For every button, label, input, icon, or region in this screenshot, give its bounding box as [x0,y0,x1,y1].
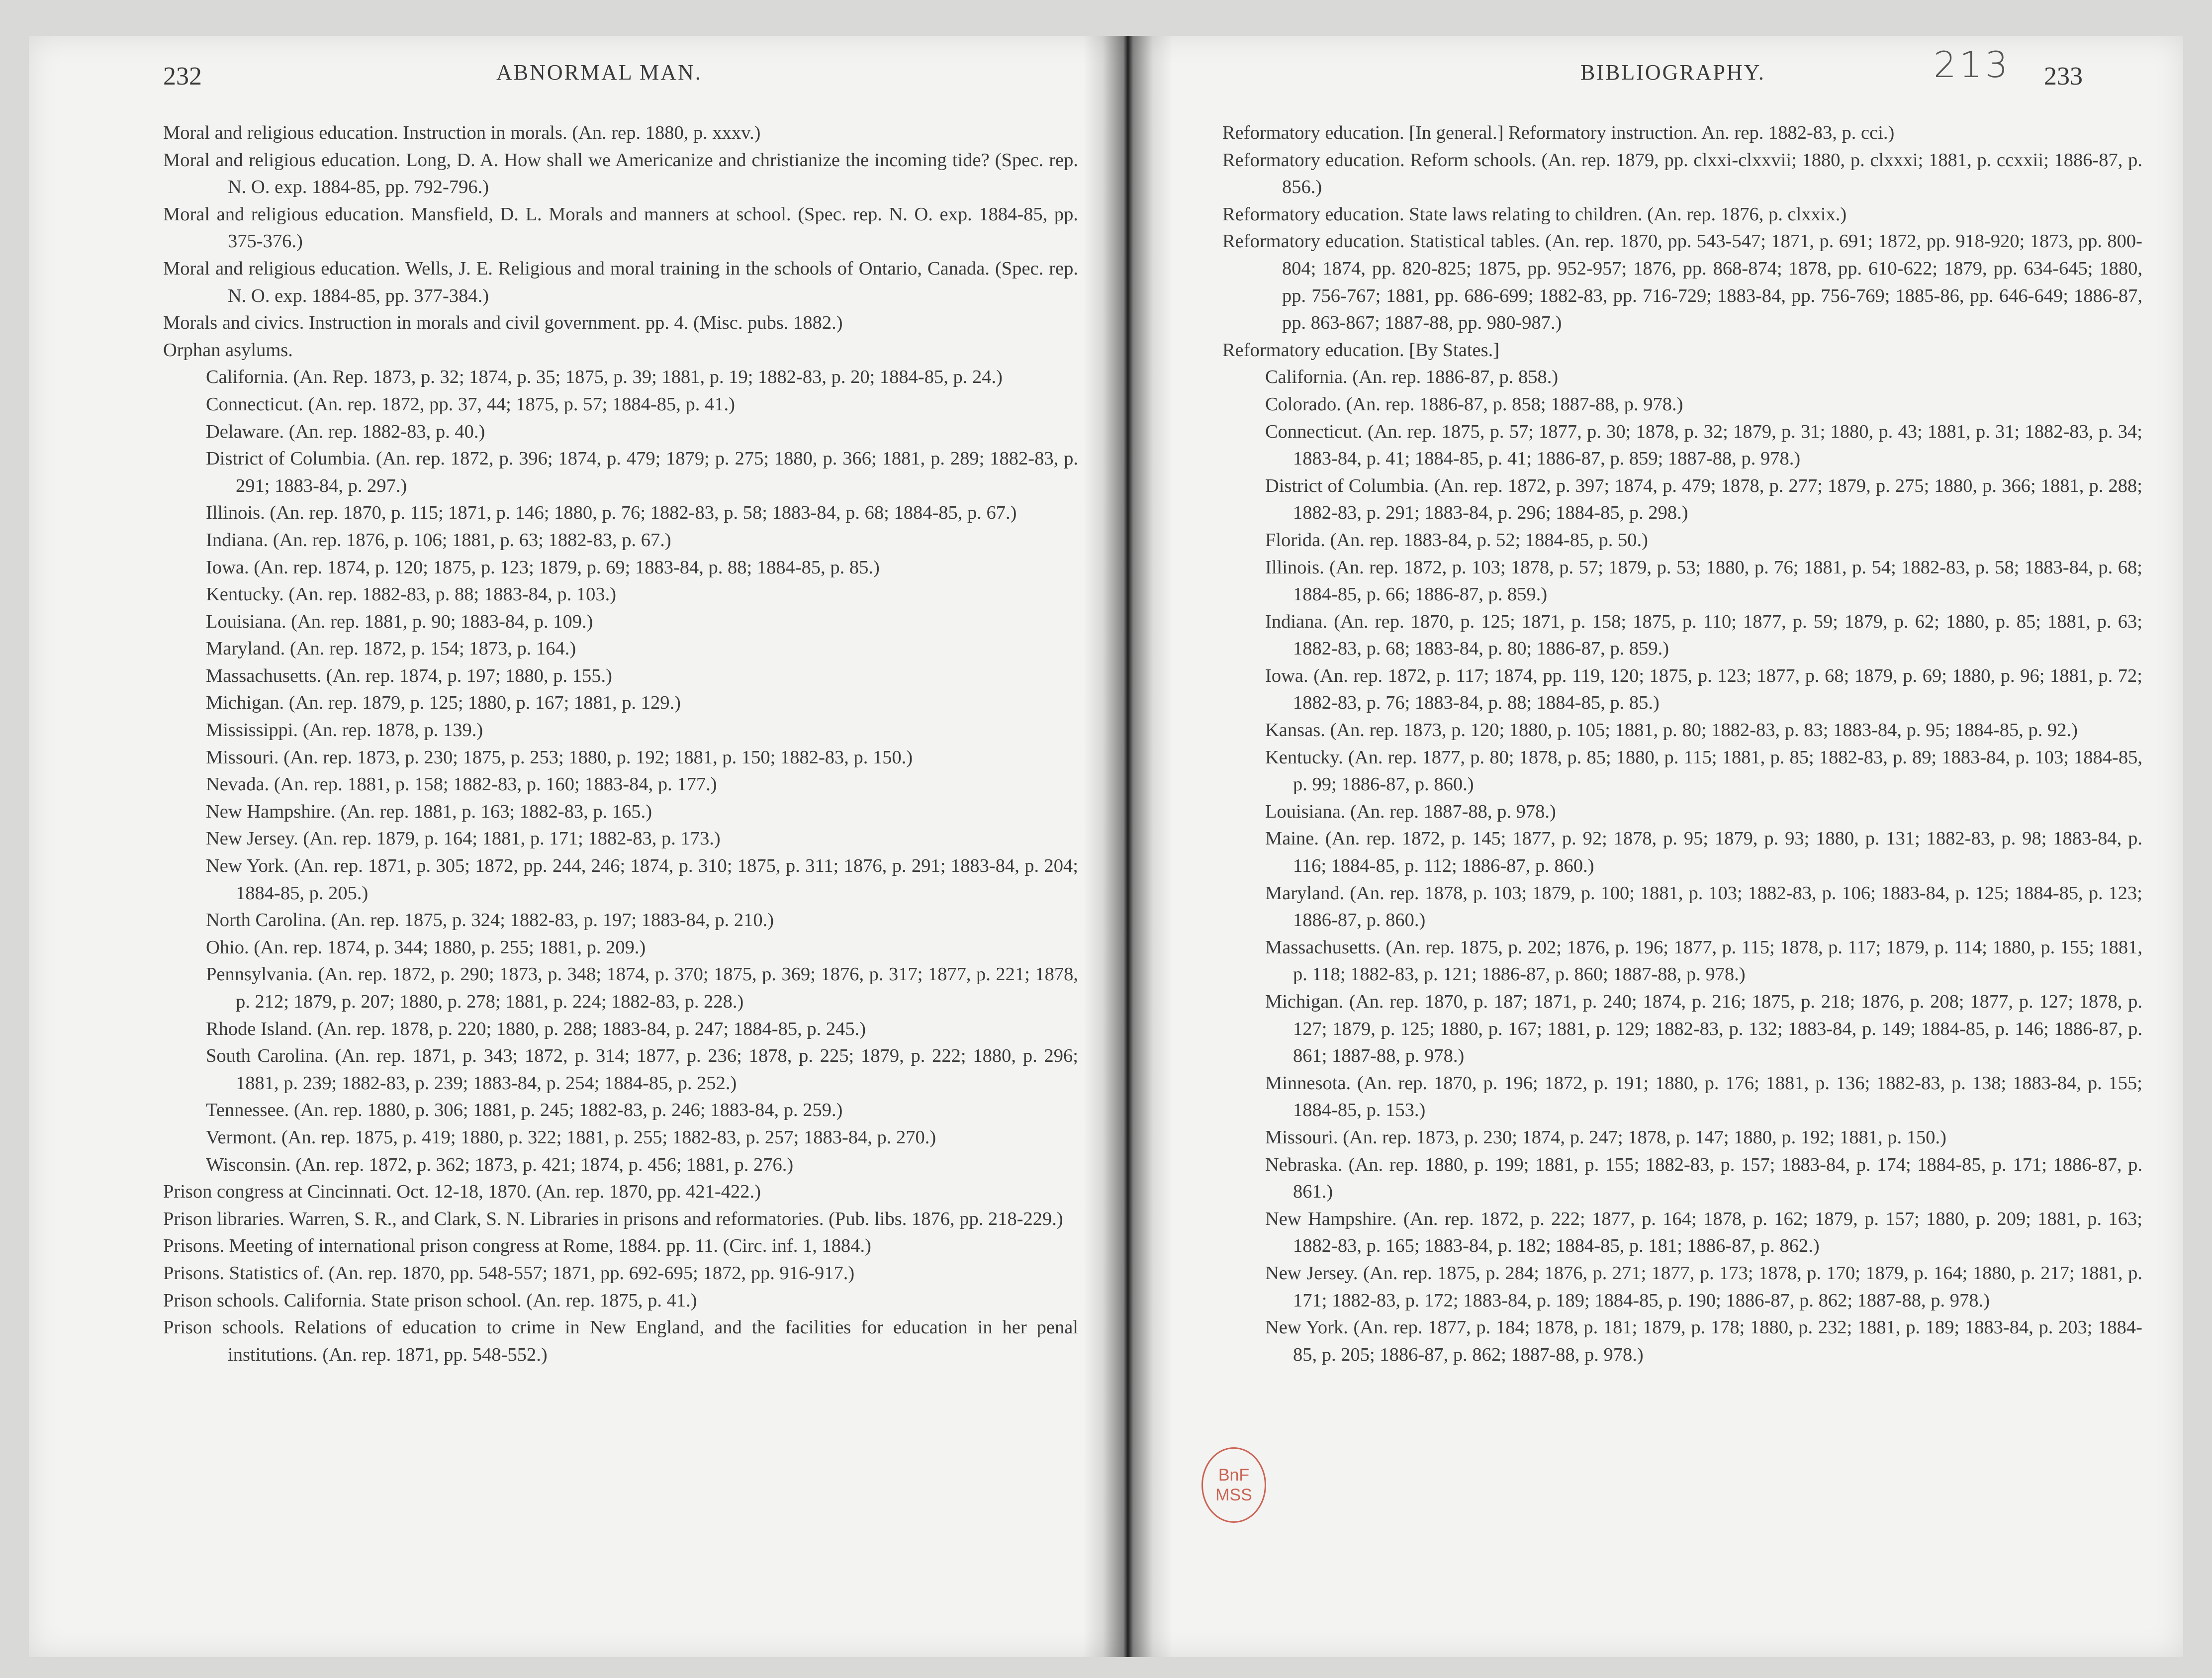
bibliography-entry: Moral and religious education. Long, D. A. How shall we Americanize and christianize the incoming tide? (Spec. rep. N. O. exp. 1884-85, pp. 792-796.) [163,149,1078,198]
bibliography-subentry: Minnesota. (An. rep. 1870, p. 196; 1872, p. 191; 1880, p. 176; 1881, p. 136; 1882-83, p. 138; 1883-84, p. 155; 1884-85, p. 153.) [1265,1072,2142,1121]
bibliography-subentry: Missouri. (An. rep. 1873, p. 230; 1874, p. 247; 1878, p. 147; 1880, p. 192; 1881, p. 150.) [1265,1126,1946,1148]
bibliography-subentry: Vermont. (An. rep. 1875, p. 419; 1880, p. 322; 1881, p. 255; 1882-83, p. 257; 1883-84, p. 270.) [206,1126,936,1148]
library-stamp [1201,1447,1266,1523]
bibliography-subentry: Michigan. (An. rep. 1879, p. 125; 1880, p. 167; 1881, p. 129.) [206,692,681,714]
bibliography-subentry: Tennessee. (An. rep. 1880, p. 306; 1881, p. 245; 1882-83, p. 246; 1883-84, p. 259.) [206,1100,843,1121]
right-running-head: BIBLIOGRAPHY. [1580,60,1765,85]
bibliography-entry: Reformatory education. Statistical tables. (An. rep. 1870, pp. 543-547; 1871, p. 691; 1872, pp. 918-920; 1873, pp. 800-804; 1874, pp. 820-825; 1875, pp. 952-957; 1876, pp. 868-874; 1878, pp. 610-622; 1879, pp. 634-645; 1880, pp. 756-767; 1881, pp. 686-699; 1882-83, pp. 716-729; 1883-84, pp. 756-769; 1885-86, pp. 646-649; 1886-87, pp. 863-867; 1887-88, pp. 980-987.) [1222,231,2142,334]
bibliography-subentry: Connecticut. (An. rep. 1875, p. 57; 1877, p. 30; 1878, p. 32; 1879, p. 31; 1880, p. 43; 1881, p. 31; 1882-83, p. 34; 1883-84, p. 41; 1884-85, p. 41; 1886-87, p. 859; 1887-88, p. 978.) [1265,421,2142,469]
bibliography-subentry: Louisiana. (An. rep. 1887-88, p. 978.) [1265,801,1556,822]
bibliography-entry: Moral and religious education. Instruction in morals. (An. rep. 1880, p. xxxv.) [163,122,761,143]
bibliography-subentry: Delaware. (An. rep. 1882-83, p. 40.) [206,421,485,442]
bibliography-subentry: Michigan. (An. rep. 1870, p. 187; 1871, p. 240; 1874, p. 216; 1875, p. 218; 1876, p. 208; 1877, p. 127; 1878, p. 127; 1879, p. 125; 1880, p. 167; 1881, p. 129; 1882-83, p. 132; 1883-84, p. 149; 1884-85, p. 146; 1886-87, p. 861; 1887-88, p. 978.) [1265,991,2142,1067]
bibliography-subentry: Colorado. (An. rep. 1886-87, p. 858; 1887-88, p. 978.) [1265,393,1683,415]
bibliography-subentry: Iowa. (An. rep. 1874, p. 120; 1875, p. 123; 1879, p. 69; 1883-84, p. 88; 1884-85, p. 85.) [206,557,880,578]
bibliography-subentry: California. (An. rep. 1886-87, p. 858.) [1265,367,1559,388]
bibliography-subentry: Rhode Island. (An. rep. 1878, p. 220; 1880, p. 288; 1883-84, p. 247; 1884-85, p. 245.) [206,1018,866,1039]
bibliography-subentry: Illinois. (An. rep. 1870, p. 115; 1871, p. 146; 1880, p. 76; 1882-83, p. 58; 1883-84, p. 68; 1884-85, p. 67.) [206,502,1017,524]
bibliography-entry: Prisons. Statistics of. (An. rep. 1870, pp. 548-557; 1871, pp. 692-695; 1872, pp. 916-917.) [163,1262,855,1284]
bibliography-subentry: New York. (An. rep. 1877, p. 184; 1878, p. 181; 1879, p. 178; 1880, p. 232; 1881, p. 189; 1883-84, p. 203; 1884-85, p. 205; 1886-87, p. 862; 1887-88, p. 978.) [1265,1317,2142,1365]
bibliography-subentry: Iowa. (An. rep. 1872, p. 117; 1874, pp. 119, 120; 1875, p. 123; 1877, p. 68; 1879, p. 69; 1880, p. 96; 1881, p. 72; 1882-83, p. 76; 1883-84, p. 88; 1884-85, p. 85.) [1265,665,2142,714]
left-running-head: ABNORMAL MAN. [496,60,702,85]
bibliography-subentry: Maryland. (An. rep. 1878, p. 103; 1879, p. 100; 1881, p. 103; 1882-83, p. 106; 1883-84, p. 125; 1884-85, p. 123; 1886-87, p. 860.) [1265,882,2142,931]
bibliography-subentry: Missouri. (An. rep. 1873, p. 230; 1875, p. 253; 1880, p. 192; 1881, p. 150; 1882-83, p. 150.) [206,746,913,768]
scanned-book-spread [29,36,2183,1657]
bibliography-subentry: New York. (An. rep. 1871, p. 305; 1872, pp. 244, 246; 1874, p. 310; 1875, p. 311; 1876, p. 291; 1883-84, p. 204; 1884-85, p. 205.) [206,855,1078,904]
bibliography-entry: Reformatory education. [In general.] Reformatory instruction. An. rep. 1882-83, p. cci.) [1222,122,1895,143]
book-gutter [1083,36,1173,1657]
bibliography-subentry: Kansas. (An. rep. 1873, p. 120; 1880, p. 105; 1881, p. 80; 1882-83, p. 83; 1883-84, p. 95; 1884-85, p. 92.) [1265,720,2078,741]
bibliography-entry: Morals and civics. Instruction in morals and civil government. pp. 4. (Misc. pubs. 1882.) [163,312,843,334]
bibliography-subentry: Massachusetts. (An. rep. 1875, p. 202; 1876, p. 196; 1877, p. 115; 1878, p. 117; 1879, p. 114; 1880, p. 155; 1881, p. 118; 1882-83, p. 121; 1886-87, p. 860; 1887-88, p. 978.) [1265,936,2142,985]
bibliography-entry: Prisons. Meeting of international prison congress at Rome, 1884. pp. 11. (Circ. inf. 1, 1884.) [163,1235,871,1257]
bibliography-entry: Reformatory education. [By States.] [1222,339,1500,361]
bibliography-entry: Moral and religious education. Mansfield, D. L. Morals and manners at school. (Spec. rep. N. O. exp. 1884-85, pp. 375-376.) [163,203,1078,252]
bibliography-subentry: District of Columbia. (An. rep. 1872, p. 397; 1874, p. 479; 1878, p. 277; 1879, p. 275; 1880, p. 366; 1881, p. 288; 1882-83, p. 291; 1883-84, p. 296; 1884-85, p. 298.) [1265,475,2142,524]
bibliography-subentry: California. (An. Rep. 1873, p. 32; 1874, p. 35; 1875, p. 39; 1881, p. 19; 1882-83, p. 20; 1884-85, p. 24.) [206,367,1003,388]
bibliography-subentry: Illinois. (An. rep. 1872, p. 103; 1878, p. 57; 1879, p. 53; 1880, p. 76; 1881, p. 54; 1882-83, p. 58; 1883-84, p. 68; 1884-85, p. 66; 1886-87, p. 859.) [1265,557,2142,605]
left-page-number: 232 [163,62,202,91]
bibliography-subentry: Indiana. (An. rep. 1876, p. 106; 1881, p. 63; 1882-83, p. 67.) [206,529,671,551]
bibliography-subentry: Pennsylvania. (An. rep. 1872, p. 290; 1873, p. 348; 1874, p. 370; 1875, p. 369; 1876, p. 317; 1877, p. 221; 1878, p. 212; 1879, p. 207; 1880, p. 278; 1881, p. 224; 1882-83, p. 228.) [206,964,1078,1012]
right-entry-list [1222,119,2142,1368]
bibliography-entry: Moral and religious education. Wells, J. E. Religious and moral training in the schools of Ontario, Canada. (Spec. rep. N. O. exp. 1884-85, pp. 377-384.) [163,258,1078,306]
bibliography-subentry: Mississippi. (An. rep. 1878, p. 139.) [206,720,483,741]
bibliography-subentry: New Hampshire. (An. rep. 1872, p. 222; 1877, p. 164; 1878, p. 162; 1879, p. 157; 1880, p. 209; 1881, p. 163; 1882-83, p. 165; 1883-84, p. 182; 1884-85, p. 181; 1886-87, p. 862.) [1265,1208,2142,1257]
right-page [1173,36,2183,1657]
bibliography-entry: Prison schools. Relations of education to crime in New England, and the facilities for education in her penal institutions. (An. rep. 1871, pp. 548-552.) [163,1317,1078,1365]
left-page [29,36,1083,1657]
bibliography-subentry: Connecticut. (An. rep. 1872, pp. 37, 44; 1875, p. 57; 1884-85, p. 41.) [206,393,735,415]
bibliography-subentry: Nevada. (An. rep. 1881, p. 158; 1882-83, p. 160; 1883-84, p. 177.) [206,774,717,795]
bibliography-subentry: North Carolina. (An. rep. 1875, p. 324; 1882-83, p. 197; 1883-84, p. 210.) [206,910,774,931]
bibliography-subentry: South Carolina. (An. rep. 1871, p. 343; 1872, p. 314; 1877, p. 236; 1878, p. 225; 1879, p. 222; 1880, p. 296; 1881, p. 239; 1882-83, p. 239; 1883-84, p. 254; 1884-85, p. 252.) [206,1045,1078,1094]
bibliography-subentry: Wisconsin. (An. rep. 1872, p. 362; 1873, p. 421; 1874, p. 456; 1881, p. 276.) [206,1154,794,1175]
bibliography-subentry: New Hampshire. (An. rep. 1881, p. 163; 1882-83, p. 165.) [206,801,652,822]
bibliography-subentry: Louisiana. (An. rep. 1881, p. 90; 1883-84, p. 109.) [206,611,593,632]
bibliography-entry: Prison schools. California. State prison school. (An. rep. 1875, p. 41.) [163,1290,697,1311]
bibliography-entry: Reformatory education. Reform schools. (An. rep. 1879, pp. clxxi-clxxvii; 1880, p. clxxxi; 1881, p. ccxxii; 1886-87, p. 856.) [1222,149,2142,198]
bibliography-entry: Prison libraries. Warren, S. R., and Clark, S. N. Libraries in prisons and reformatories. (Pub. libs. 1876, pp. 218-229.) [163,1208,1063,1229]
bibliography-subentry: Florida. (An. rep. 1883-84, p. 52; 1884-85, p. 50.) [1265,529,1648,551]
bibliography-subentry: New Jersey. (An. rep. 1875, p. 284; 1876, p. 271; 1877, p. 173; 1878, p. 170; 1879, p. 164; 1880, p. 217; 1881, p. 171; 1882-83, p. 172; 1883-84, p. 189; 1884-85, p. 190; 1886-87, p. 862; 1887-88, p. 978.) [1265,1262,2142,1311]
stamp-line-2: MSS [1215,1486,1252,1504]
bibliography-subentry: Kentucky. (An. rep. 1877, p. 80; 1878, p. 85; 1880, p. 115; 1881, p. 85; 1882-83, p. 89; 1883-84, p. 103; 1884-85, p. 99; 1886-87, p. 860.) [1265,746,2142,795]
bibliography-subentry: District of Columbia. (An. rep. 1872, p. 396; 1874, p. 479; 1879; p. 275; 1880, p. 366; 1881, p. 289; 1882-83, p. 291; 1883-84, p. 297.) [206,448,1078,496]
bibliography-entry: Reformatory education. State laws relating to children. (An. rep. 1876, p. clxxix.) [1222,203,1847,225]
bibliography-subentry: Indiana. (An. rep. 1870, p. 125; 1871, p. 158; 1875, p. 110; 1877, p. 59; 1879, p. 62; 1880, p. 85; 1881, p. 63; 1882-83, p. 68; 1883-84, p. 80; 1886-87, p. 859.) [1265,611,2142,659]
right-page-number: 233 [2044,62,2083,91]
bibliography-entry: Prison congress at Cincinnati. Oct. 12-18, 1870. (An. rep. 1870, pp. 421-422.) [163,1181,761,1203]
stamp-line-1: BnF [1218,1466,1250,1485]
bibliography-subentry: New Jersey. (An. rep. 1879, p. 164; 1881, p. 171; 1882-83, p. 173.) [206,828,721,849]
bibliography-subentry: Maryland. (An. rep. 1872, p. 154; 1873, p. 164.) [206,638,576,659]
bibliography-subentry: Maine. (An. rep. 1872, p. 145; 1877, p. 92; 1878, p. 95; 1879, p. 93; 1880, p. 131; 1882-83, p. 98; 1883-84, p. 116; 1884-85, p. 112; 1886-87, p. 860.) [1265,828,2142,877]
bibliography-subentry: Kentucky. (An. rep. 1882-83, p. 88; 1883-84, p. 103.) [206,584,617,605]
bibliography-entry: Orphan asylums. [163,339,293,361]
bibliography-subentry: Massachusetts. (An. rep. 1874, p. 197; 1880, p. 155.) [206,665,612,686]
bibliography-subentry: Ohio. (An. rep. 1874, p. 344; 1880, p. 255; 1881, p. 209.) [206,936,646,958]
left-entry-list [163,119,1078,1368]
bibliography-subentry: Nebraska. (An. rep. 1880, p. 199; 1881, p. 155; 1882-83, p. 157; 1883-84, p. 174; 1884-85, p. 171; 1886-87, p. 861.) [1265,1154,2142,1203]
handwritten-folio-number: 213 [1934,44,2011,86]
